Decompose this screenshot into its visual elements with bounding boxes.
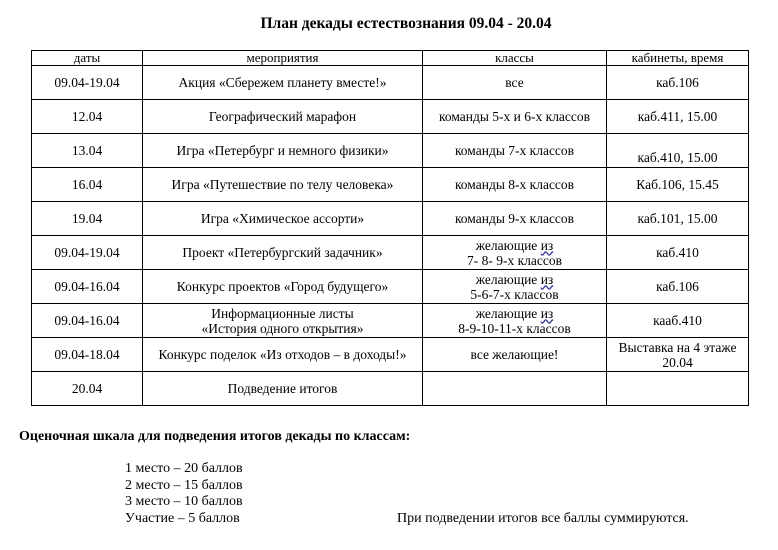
table-row: [32, 338, 749, 372]
cell-date: 20.04: [32, 372, 143, 406]
cell-room: каб.411, 15.00: [607, 100, 749, 134]
table-row: [32, 270, 749, 304]
scale-item: 1 место – 20 баллов: [125, 461, 243, 476]
header-dates: даты: [32, 51, 143, 66]
cell-classes: [423, 304, 607, 338]
cell-classes: все желающие!: [423, 338, 607, 372]
cell-date: 09.04-18.04: [32, 338, 143, 372]
cell-classes: [423, 236, 607, 270]
cell-event-line1: Информационные листы: [211, 305, 354, 321]
cell-event: Подведение итогов: [143, 372, 423, 406]
cell-classes: все: [423, 66, 607, 100]
cell-room: [607, 338, 749, 372]
cell-room-text: каб.410, 15.00: [637, 149, 718, 165]
table-row: [32, 202, 749, 236]
cell-classes: команды 5-х и 6-х классов: [423, 100, 607, 134]
plan-table: [31, 50, 749, 406]
scale-item: 2 место – 15 баллов: [125, 477, 243, 493]
table-row: [32, 134, 749, 168]
cell-classes: [423, 270, 607, 304]
cell-classes-line2: 8-9-10-11-х классов: [458, 320, 571, 336]
table-row: [32, 236, 749, 270]
cell-event: [143, 304, 423, 338]
cell-classes: команды 7-х классов: [423, 134, 607, 168]
cell-event: Акция «Сбережем планету вместе!»: [143, 66, 423, 100]
cell-classes-from: из: [540, 237, 554, 253]
header-events: мероприятия: [143, 51, 423, 66]
scale-item: 3 место – 10 баллов: [125, 494, 243, 509]
scale-list: [125, 461, 243, 527]
cell-date: 12.04: [32, 100, 143, 134]
cell-classes-line1: желающие: [475, 271, 541, 287]
cell-date: 16.04: [32, 168, 143, 202]
cell-event: Конкурс поделок «Из отходов – в доходы!»: [143, 338, 423, 372]
cell-event: Игра «Химическое ассорти»: [143, 202, 423, 236]
cell-event: Конкурс проектов «Город будущего»: [143, 270, 423, 304]
scale-item: Участие – 5 баллов: [125, 510, 240, 526]
cell-date: 09.04-16.04: [32, 304, 143, 338]
cell-classes: команды 9-х классов: [423, 202, 607, 236]
cell-room: каб.101, 15.00: [607, 202, 749, 236]
cell-date: 09.04-19.04: [32, 66, 143, 100]
table-row: [32, 100, 749, 134]
cell-room: каб.106: [607, 270, 749, 304]
cell-event: Игра «Путешествие по телу человека»: [143, 168, 423, 202]
cell-room: [607, 372, 749, 406]
cell-room: каб.106: [607, 66, 749, 100]
table-row: [32, 304, 749, 338]
table-row: [32, 66, 749, 100]
cell-date: 19.04: [32, 202, 143, 236]
header-rooms: кабинеты, время: [607, 51, 749, 66]
cell-date: 13.04: [32, 134, 143, 168]
header-classes: классы: [423, 51, 607, 66]
cell-room: каб.410: [607, 236, 749, 270]
cell-date: 09.04-16.04: [32, 270, 143, 304]
table-row: [32, 168, 749, 202]
cell-event-line2: «История одного открытия»: [201, 320, 364, 336]
cell-classes-from: из: [540, 271, 554, 287]
scale-note: При подведении итогов все баллы суммируются.: [397, 511, 689, 526]
cell-classes: [423, 372, 607, 406]
table-row: [32, 372, 749, 406]
cell-room: Каб.106, 15.45: [607, 168, 749, 202]
scale-title: Оценочная шкала для подведения итогов декады по классам:: [19, 429, 411, 444]
cell-classes-from: из: [540, 305, 554, 321]
cell-classes-line2: 7- 8- 9-х классов: [466, 252, 562, 268]
cell-classes-line1: желающие: [475, 237, 541, 253]
cell-room-line1: Выставка на 4 этаже: [618, 339, 737, 355]
cell-event: Проект «Петербургский задачник»: [143, 236, 423, 270]
cell-room: [607, 134, 749, 168]
cell-room: кааб.410: [607, 304, 749, 338]
cell-classes-line2: 5-6-7-х классов: [470, 286, 559, 302]
table-header-row: [32, 51, 749, 66]
cell-room-line2: 20.04: [662, 354, 693, 370]
cell-classes-line1: желающие: [475, 305, 541, 321]
cell-date: 09.04-19.04: [32, 236, 143, 270]
cell-event: Игра «Петербург и немного физики»: [143, 134, 423, 168]
page-title: План декады естествознания 09.04 - 20.04: [260, 15, 552, 32]
cell-event: Географический марафон: [143, 100, 423, 134]
cell-classes: команды 8-х классов: [423, 168, 607, 202]
